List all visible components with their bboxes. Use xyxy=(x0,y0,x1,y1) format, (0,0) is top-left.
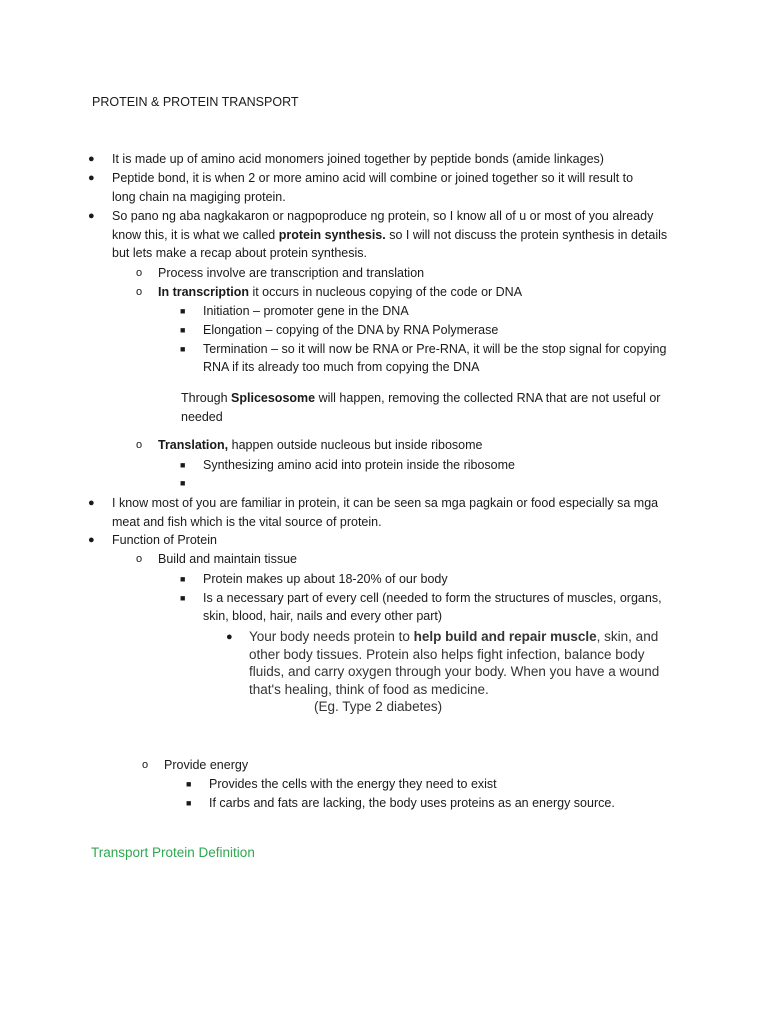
square-bullet-text: Termination – so it will now be RNA or Pre-RNA, it will be the stop signal for copying xyxy=(203,342,667,356)
square-bullet-text: If carbs and fats are lacking, the body uses proteins as an energy source. xyxy=(209,796,615,810)
quote-text: (Eg. Type 2 diabetes) xyxy=(314,699,443,714)
bullet-text: Peptide bond, it is when 2 or more amino acid will combine or joined together so it will result to xyxy=(112,171,634,185)
sub-bullet-circle: o xyxy=(136,267,143,279)
square-bullet: ■ xyxy=(180,593,186,603)
sub-bullet-text: Provide energy xyxy=(164,758,249,772)
bullet-text: I know most of you are familiar in protein, it can be seen sa mga pagkain or food especially sa mga xyxy=(112,496,659,510)
square-bullet-text: Synthesizing amino acid into protein inside the ribosome xyxy=(203,458,515,472)
bullet-text: It is made up of amino acid monomers joined together by peptide bonds (amide linkages) xyxy=(112,152,604,166)
sub-bullet-text: Build and maintain tissue xyxy=(158,552,297,566)
square-bullet-text: Initiation – promoter gene in the DNA xyxy=(203,304,409,318)
quote-text: that's healing, think of food as medicine. xyxy=(249,682,489,697)
square-bullet-text: RNA if its already too much from copying the DNA xyxy=(203,360,480,374)
square-bullet-text: Provides the cells with the energy they need to exist xyxy=(209,777,497,791)
square-bullet: ■ xyxy=(180,325,186,335)
bullet-dot: ● xyxy=(88,210,95,222)
paragraph-text: Through Splicesosome will happen, removing the collected RNA that are not useful or xyxy=(181,391,661,405)
paragraph-text: needed xyxy=(181,410,223,424)
sub-bullet-circle: o xyxy=(136,553,143,565)
square-bullet: ■ xyxy=(180,460,186,470)
square-bullet: ■ xyxy=(186,779,192,789)
square-bullet: ■ xyxy=(180,574,186,584)
page-title: PROTEIN & PROTEIN TRANSPORT xyxy=(92,95,299,109)
sub-bullet-circle: o xyxy=(142,759,149,771)
bullet-text: long chain na magiging protein. xyxy=(112,190,286,204)
square-bullet-text: Is a necessary part of every cell (needed to form the structures of muscles, organs, xyxy=(203,591,662,605)
square-bullet: ■ xyxy=(180,306,186,316)
bullet-text: So pano ng aba nagkakaron or nagpoproduce ng protein, so I know all of u or most of you already xyxy=(112,209,654,223)
square-bullet: ■ xyxy=(186,798,192,808)
bullet-dot: ● xyxy=(88,497,95,509)
bullet-dot: ● xyxy=(88,534,95,546)
quote-text: Your body needs protein to help build and repair muscle, skin, and xyxy=(249,629,659,644)
square-bullet: ■ xyxy=(180,344,186,354)
sub-bullet-text: In transcription it occurs in nucleous copying of the code or DNA xyxy=(158,285,523,299)
bullet-dot: ● xyxy=(88,153,95,165)
sub-bullet-text: Process involve are transcription and translation xyxy=(158,266,425,280)
sub-bullet-text: Translation, happen outside nucleous but inside ribosome xyxy=(158,438,483,452)
square-bullet: ■ xyxy=(180,478,186,488)
quote-text: fluids, and carry oxygen through your body. When you have a wound xyxy=(249,664,660,679)
bullet-text: Function of Protein xyxy=(112,533,217,547)
bullet-dot: ● xyxy=(88,172,95,184)
bullet-text: know this, it is what we called protein synthesis. so I will not discuss the protein synthesis in details xyxy=(112,228,668,242)
sub-bullet-circle: o xyxy=(136,439,143,451)
bullet-dot: ● xyxy=(226,631,233,643)
section-heading: Transport Protein Definition xyxy=(91,845,255,860)
bullet-text: meat and fish which is the vital source of protein. xyxy=(112,515,382,529)
square-bullet-text: Elongation – copying of the DNA by RNA Polymerase xyxy=(203,323,499,337)
sub-bullet-circle: o xyxy=(136,286,143,298)
quote-text: other body tissues. Protein also helps fight infection, balance body xyxy=(249,647,645,662)
square-bullet-text: skin, blood, hair, nails and every other part) xyxy=(203,609,443,623)
bullet-text: but lets make a recap about protein synthesis. xyxy=(112,246,368,260)
square-bullet-text: Protein makes up about 18-20% of our body xyxy=(203,572,448,586)
